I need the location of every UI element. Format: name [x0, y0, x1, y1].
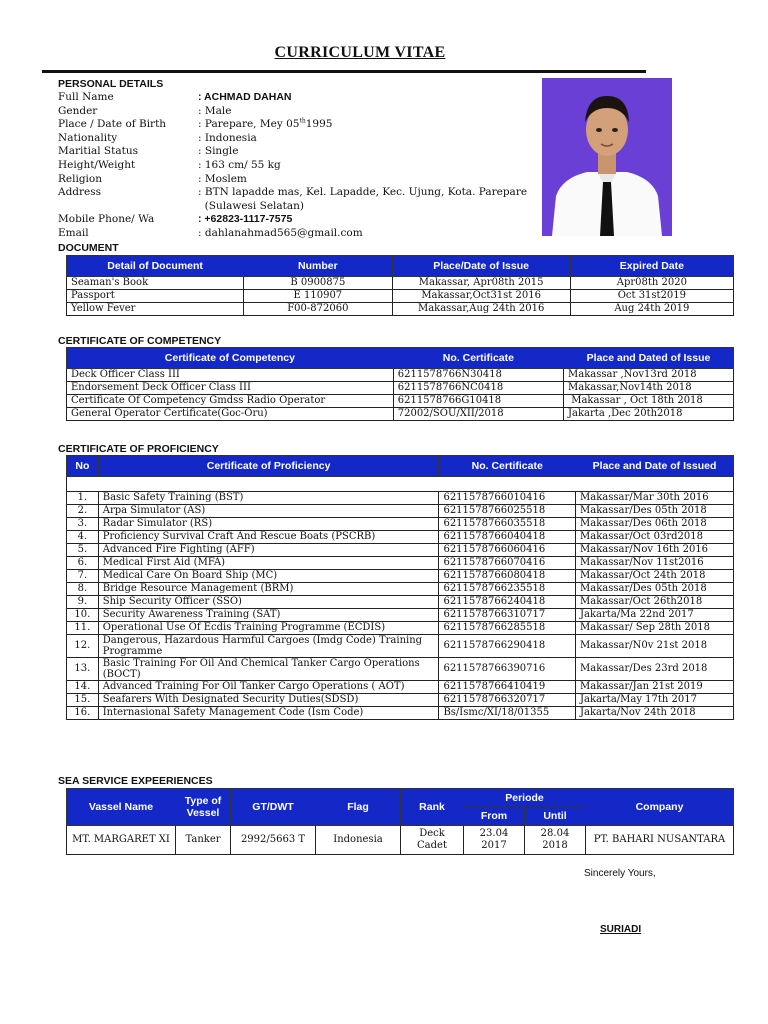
table-row	[67, 557, 734, 570]
table-cell: Tanker	[176, 826, 231, 855]
table-cell: 72002/SOU/XII/2018	[393, 408, 563, 421]
table-cell: 6211578766320717	[439, 694, 576, 707]
table-cell: 10.	[67, 609, 99, 622]
table-cell: 6211578766310717	[439, 609, 576, 622]
personal-label: Height/Weight	[58, 158, 136, 171]
table-cell: Deck Officer Class III	[67, 369, 394, 382]
table-cell: 13.	[67, 658, 99, 681]
personal-label: Gender	[58, 104, 98, 117]
table-cell: Seaman's Book	[67, 277, 244, 290]
personal-label: Email	[58, 226, 89, 239]
personal-value: : Single	[198, 145, 239, 158]
table-cell: Radar Simulator (RS)	[98, 518, 439, 531]
table-row	[67, 570, 734, 583]
spacer-cell	[576, 477, 734, 492]
competency-table	[66, 347, 734, 421]
ordinal-suffix: th	[299, 117, 306, 125]
column-header: GT/DWT	[231, 789, 316, 826]
table-cell: 6211578766410419	[439, 681, 576, 694]
table-cell: Makassar/Jan 21st 2019	[576, 681, 734, 694]
table-row	[67, 826, 734, 855]
table-row	[67, 382, 734, 395]
table-cell: Passport	[67, 290, 244, 303]
table-cell: Medical First Aid (MFA)	[98, 557, 439, 570]
table-cell: Operational Use Of Ecdis Training Programme (ECDIS)	[98, 622, 439, 635]
personal-label: Full Name	[58, 91, 114, 103]
table-cell: Makassar/ Sep 28th 2018	[576, 622, 734, 635]
table-cell: 6.	[67, 557, 99, 570]
table-cell: Bridge Resource Management (BRM)	[98, 583, 439, 596]
table-row	[67, 303, 734, 316]
profile-photo	[542, 78, 672, 236]
table-cell: 15.	[67, 694, 99, 707]
column-header: Until	[525, 807, 586, 826]
personal-value: : Parepare, Mey 05th1995	[198, 117, 333, 131]
table-cell: Makassar,Oct31st 2016	[392, 290, 570, 303]
table-cell: Oct 31st2019	[570, 290, 733, 303]
table-cell: 6211578766040418	[439, 531, 576, 544]
table-row	[67, 694, 734, 707]
table-row	[67, 531, 734, 544]
table-cell: Medical Care On Board Ship (MC)	[98, 570, 439, 583]
table-cell: Deck Cadet	[401, 826, 464, 855]
table-cell: 6211578766290418	[439, 635, 576, 658]
table-cell: Jakarta/Ma 22nd 2017	[576, 609, 734, 622]
personal-row	[58, 159, 528, 173]
table-cell: 6211578766240418	[439, 596, 576, 609]
table-row	[67, 505, 734, 518]
table-cell: 3.	[67, 518, 99, 531]
column-header: Certificate of Proficiency	[98, 456, 439, 477]
personal-label: Religion	[58, 172, 102, 185]
table-cell: Jakarta/Nov 24th 2018	[576, 707, 734, 720]
table-cell: Seafarers With Designated Security Duties(SDSD)	[98, 694, 439, 707]
closing-text: Sincerely Yours,	[584, 868, 656, 879]
table-cell: Basic Training For Oil And Chemical Tanker Cargo Operations (BOCT)	[98, 658, 439, 681]
personal-value: : BTN lapadde mas, Kel. Lapadde, Kec. Ujung, Kota. Parepare	[198, 186, 528, 199]
table-cell: MT. MARGARET XI	[67, 826, 176, 855]
spacer-cell	[98, 477, 439, 492]
table-row	[67, 544, 734, 557]
table-cell: Makassar/Oct 03rd2018	[576, 531, 734, 544]
table-cell: 2.	[67, 505, 99, 518]
table-cell: Bs/Ismc/XI/18/01355	[439, 707, 576, 720]
section-certificate-competency: CERTIFICATE OF COMPETENCY	[58, 335, 222, 347]
proficiency-table	[66, 455, 734, 720]
table-cell: Basic Safety Training (BST)	[98, 492, 439, 505]
table-cell: Makassar,Aug 24th 2016	[392, 303, 570, 316]
table-row	[67, 518, 734, 531]
section-personal-details: PERSONAL DETAILS	[58, 78, 164, 90]
table-cell: 6211578766080418	[439, 570, 576, 583]
table-cell: Certificate Of Competency Gmdss Radio Operator	[67, 395, 394, 408]
column-header: Vassel Name	[67, 789, 176, 826]
personal-row	[58, 200, 528, 214]
table-cell: Proficiency Survival Craft And Rescue Boats (PSCRB)	[98, 531, 439, 544]
personal-details-list	[58, 91, 528, 241]
personal-value: : Male	[198, 104, 232, 117]
table-cell: 9.	[67, 596, 99, 609]
table-cell: Arpa Simulator (AS)	[98, 505, 439, 518]
table-row	[67, 658, 734, 681]
table-cell: Makassar/Des 06th 2018	[576, 518, 734, 531]
personal-row	[58, 213, 528, 227]
table-row	[67, 395, 734, 408]
column-header: Periode	[464, 789, 586, 808]
spacer-cell	[67, 477, 99, 492]
personal-value: : +62823-1117-7575	[198, 213, 293, 226]
table-cell: Makassar/Des 05th 2018	[576, 583, 734, 596]
table-cell: Yellow Fever	[67, 303, 244, 316]
table-cell: Advanced Training For Oil Tanker Cargo Operations ( AOT)	[98, 681, 439, 694]
section-sea-service: SEA SERVICE EXPEERIENCES	[58, 775, 213, 787]
personal-label: Place / Date of Birth	[58, 118, 167, 131]
section-document: DOCUMENT	[58, 242, 119, 254]
table-cell: 14.	[67, 681, 99, 694]
column-header: Place/Date of Issue	[392, 256, 570, 277]
section-certificate-proficiency: CERTIFICATE OF PROFICIENCY	[58, 443, 219, 455]
table-cell: 6211578766010416	[439, 492, 576, 505]
column-header: Place and Dated of Issue	[564, 348, 734, 369]
table-cell: General Operator Certificate(Goc-Oru)	[67, 408, 394, 421]
table-header-row	[67, 456, 734, 477]
signature-name: SURIADI	[600, 924, 642, 935]
table-cell: Dangerous, Hazardous Harmful Cargoes (Imdg Code) Training Programme	[98, 635, 439, 658]
table-row	[67, 290, 734, 303]
table-cell: Aug 24th 2019	[570, 303, 733, 316]
table-cell: 6211578766285518	[439, 622, 576, 635]
personal-label: Maritial Status	[58, 145, 138, 158]
personal-row	[58, 173, 528, 187]
table-row	[67, 707, 734, 720]
personal-label: Address	[58, 186, 102, 199]
table-cell: 5.	[67, 544, 99, 557]
table-header-row	[67, 256, 734, 277]
sea-service-table	[66, 788, 734, 855]
table-cell: Internasional Safety Management Code (Ism Code)	[98, 707, 439, 720]
personal-value: : 163 cm/ 55 kg	[198, 158, 281, 171]
column-header: From	[464, 807, 525, 826]
table-cell: Makassar/Nov 16th 2016	[576, 544, 734, 557]
table-cell: 7.	[67, 570, 99, 583]
table-cell: 6211578766390716	[439, 658, 576, 681]
table-cell: 23.04 2017	[464, 826, 525, 855]
table-row	[67, 681, 734, 694]
table-row	[67, 369, 734, 382]
column-header: Detail of Document	[67, 256, 244, 277]
table-cell: 6211578766025518	[439, 505, 576, 518]
table-cell: E 110907	[244, 290, 392, 303]
column-header: No. Certificate	[393, 348, 563, 369]
personal-row	[58, 186, 528, 200]
table-cell: Makassar ,Nov13rd 2018	[564, 369, 734, 382]
personal-value: (Sulawesi Selatan)	[198, 199, 304, 212]
column-header: No	[67, 456, 99, 477]
table-cell: Makassar, Apr08th 2015	[392, 277, 570, 290]
spacer-cell	[439, 477, 576, 492]
column-header: Expired Date	[570, 256, 733, 277]
table-row	[67, 277, 734, 290]
table-cell: 6211578766N30418	[393, 369, 563, 382]
personal-row	[58, 105, 528, 119]
personal-label: Mobile Phone/ Wa	[58, 213, 155, 226]
table-cell: 6211578766070416	[439, 557, 576, 570]
table-header-row	[67, 348, 734, 369]
table-cell: B 0900875	[244, 277, 392, 290]
table-row	[67, 622, 734, 635]
table-cell: Makassar/Des 23rd 2018	[576, 658, 734, 681]
table-row	[67, 408, 734, 421]
table-cell: 11.	[67, 622, 99, 635]
table-cell: 6211578766G10418	[393, 395, 563, 408]
personal-value: : Indonesia	[198, 131, 257, 144]
table-cell: 28.04 2018	[525, 826, 586, 855]
personal-row	[58, 91, 528, 105]
table-cell: Makassar/Nov 11st2016	[576, 557, 734, 570]
table-cell: Makassar/Des 05th 2018	[576, 505, 734, 518]
table-cell: Security Awareness Training (SAT)	[98, 609, 439, 622]
table-cell: Jakarta ,Dec 20th2018	[564, 408, 734, 421]
table-cell: Makassar,Nov14th 2018	[564, 382, 734, 395]
table-cell: Makassar/Oct 26th2018	[576, 596, 734, 609]
table-row	[67, 609, 734, 622]
personal-row	[58, 118, 528, 132]
table-cell: 16.	[67, 707, 99, 720]
table-cell: Makassar/N0v 21st 2018	[576, 635, 734, 658]
table-cell: F00-872060	[244, 303, 392, 316]
table-cell: Advanced Fire Fighting (AFF)	[98, 544, 439, 557]
title-divider	[42, 70, 646, 73]
table-cell: 6211578766235518	[439, 583, 576, 596]
column-header: Company	[586, 789, 734, 826]
table-cell: Makassar , Oct 18th 2018	[564, 395, 734, 408]
table-row	[67, 635, 734, 658]
table-row	[67, 583, 734, 596]
column-header: No. Certificate	[439, 456, 576, 477]
person-photo-illustration	[542, 78, 672, 236]
column-header: Rank	[401, 789, 464, 826]
column-header: Type of Vessel	[176, 789, 231, 826]
personal-label: Nationality	[58, 131, 118, 144]
personal-value: : Moslem	[198, 172, 247, 185]
table-cell: 6211578766035518	[439, 518, 576, 531]
column-header: Number	[244, 256, 392, 277]
table-cell: 12.	[67, 635, 99, 658]
personal-row	[58, 145, 528, 159]
personal-value: : dahlanahmad565@gmail.com	[198, 226, 363, 239]
document-table	[66, 255, 734, 316]
table-spacer-row	[67, 477, 734, 492]
table-cell: 2992/5663 T	[231, 826, 316, 855]
table-cell: Endorsement Deck Officer Class III	[67, 382, 394, 395]
table-cell: 8.	[67, 583, 99, 596]
table-cell: 1.	[67, 492, 99, 505]
table-cell: Makassar/Mar 30th 2016	[576, 492, 734, 505]
table-header-row	[67, 789, 734, 808]
table-row	[67, 492, 734, 505]
personal-label	[58, 200, 198, 214]
table-cell: Ship Security Officer (SSO)	[98, 596, 439, 609]
table-cell: 6211578766060416	[439, 544, 576, 557]
table-cell: 4.	[67, 531, 99, 544]
personal-value: : ACHMAD DAHAN	[198, 91, 292, 103]
table-row	[67, 596, 734, 609]
table-cell: 6211578766NC0418	[393, 382, 563, 395]
column-header: Certificate of Competency	[67, 348, 394, 369]
page-title: CURRICULUM VITAE	[274, 44, 446, 61]
table-cell: Makassar/Oct 24th 2018	[576, 570, 734, 583]
personal-row	[58, 132, 528, 146]
personal-row	[58, 227, 528, 241]
table-cell: Indonesia	[316, 826, 401, 855]
column-header: Place and Date of Issued	[576, 456, 734, 477]
column-header: Flag	[316, 789, 401, 826]
table-cell: Apr08th 2020	[570, 277, 733, 290]
table-cell: PT. BAHARI NUSANTARA	[586, 826, 734, 855]
table-cell: Jakarta/May 17th 2017	[576, 694, 734, 707]
